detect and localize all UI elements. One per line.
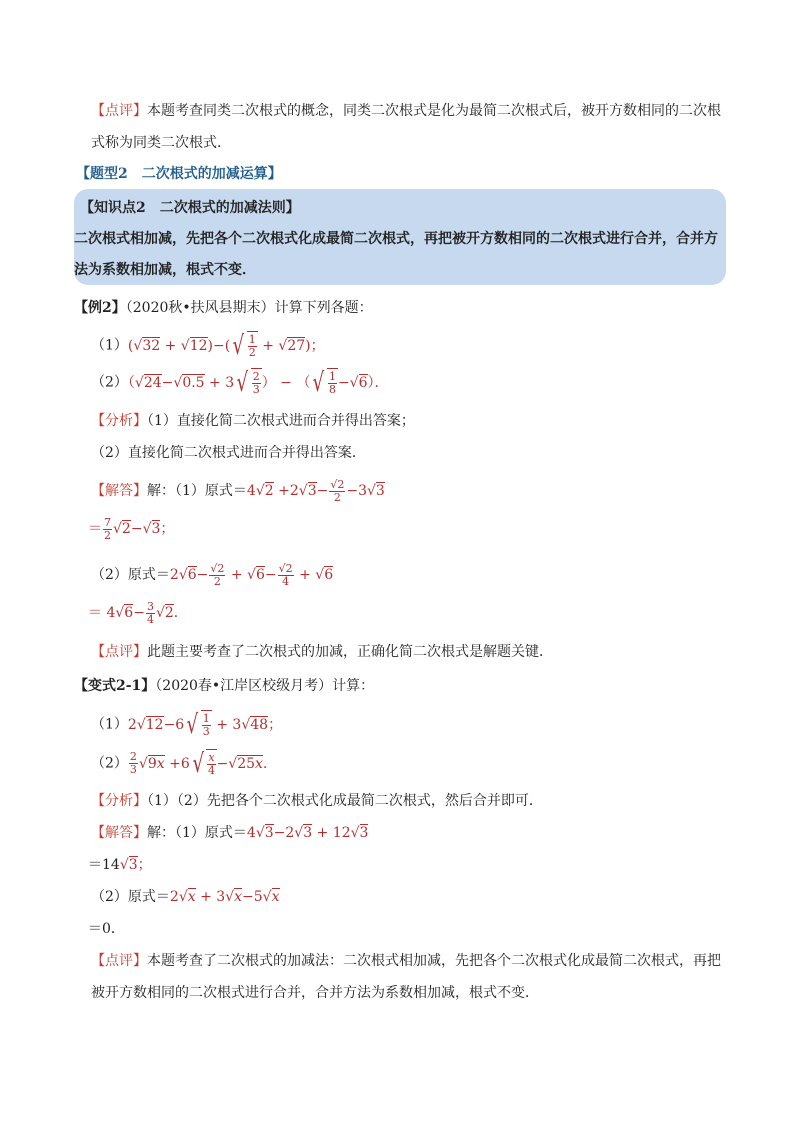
example-source: （2020秋•扶风县期末）计算下列各题： — [125, 300, 373, 316]
knowledge-line-1: 二次根式相加减，先把各个二次根式化成最简二次根式，再把被开方数相同的二次根式进行合并，合并方 — [74, 231, 718, 247]
variant-2-1-question-1: （1）2√12−6 √ $\frac{1}{3}$ + 3√48； — [91, 709, 283, 740]
knowledge-line-2: 法为系数相加减，根式不变． — [74, 262, 256, 278]
example-2-comment: 【点评】此题主要考查了二次根式的加减，正确化简二次根式是解题关键． — [91, 644, 553, 660]
example-2-analysis-2: （2）直接化简二次根式进而合并得出答案． — [91, 445, 366, 461]
example-2-answer-1-result: ＝ $\frac{7}{2}$ √2−√3； — [88, 515, 175, 542]
variant-2-1-answer-1-result: ＝14√3； — [88, 857, 152, 873]
comment-tag: 【点评】 — [91, 103, 147, 119]
example-2-question-2: （2）（√24−√0.5 + 3 √ $\frac{2}{3}$ ） − （ √ $\frac{1}{8}$ −√6）． — [91, 367, 389, 398]
example-2-header — [74, 298, 373, 318]
comment-1-line-2: 式称为同类二次根式． — [91, 135, 231, 151]
variant-2-1-answer-2: （2）原式＝2√x + 3√x−5√x — [91, 889, 280, 905]
variant-2-1-comment-1: 【点评】本题考查了二次根式的加减法：二次根式相加减，先把各个二次根式化成最简二次根式，再把 — [91, 953, 721, 969]
variant-2-1-question-2: （2） $\frac{2}{3}$ √9x +6 √ $\frac{x}{4}$ −√25x． — [91, 748, 277, 779]
variant-2-1-analysis: 【分析】（1）（2）先把各个二次根式化成最简二次根式，然后合并即可． — [91, 793, 543, 809]
section-title: 【题型2 二次根式的加减运算】 — [76, 166, 282, 182]
example-2-answer-2: （2）原式＝2√6− $\frac{√2}{2}$ + √6− $\frac{√2}{4}$ + √6 — [91, 561, 334, 588]
example-2-question-1: （1）(√32 + √12)−( √ $\frac{1}{2}$ + √27)； — [91, 330, 325, 361]
variant-2-1-comment-2: 被开方数相同的二次根式进行合并，合并方法为系数相加减，根式不变． — [91, 985, 539, 1001]
comment-text: 本题考查同类二次根式的概念，同类二次根式是化为最简二次根式后，被开方数相同的二次根 — [147, 103, 721, 119]
variant-2-1-answer-1: 【解答】解：（1）原式＝4√3−2√3 + 12√3 — [91, 825, 369, 841]
variant-2-1-answer-2-result: ＝0． — [88, 921, 125, 937]
example-2-answer-2-result: ＝ 4√6− $\frac{3}{4}$ √2． — [88, 599, 188, 626]
comment-1-line-1 — [91, 101, 721, 121]
variant-2-1-header: 【变式2-1】（2020春•江岸区校级月考）计算： — [74, 678, 375, 694]
knowledge-title: 【知识点2 二次根式的加减法则】 — [80, 200, 300, 216]
example-2-answer-1: 【解答】解：（1）原式＝4√2 +2√3− $\frac{√2}{2}$ −3√3 — [91, 477, 385, 504]
example-tag: 【例2】 — [74, 300, 126, 316]
example-2-analysis-1: 【分析】（1）直接化简二次根式进而合并得出答案； — [91, 413, 415, 429]
